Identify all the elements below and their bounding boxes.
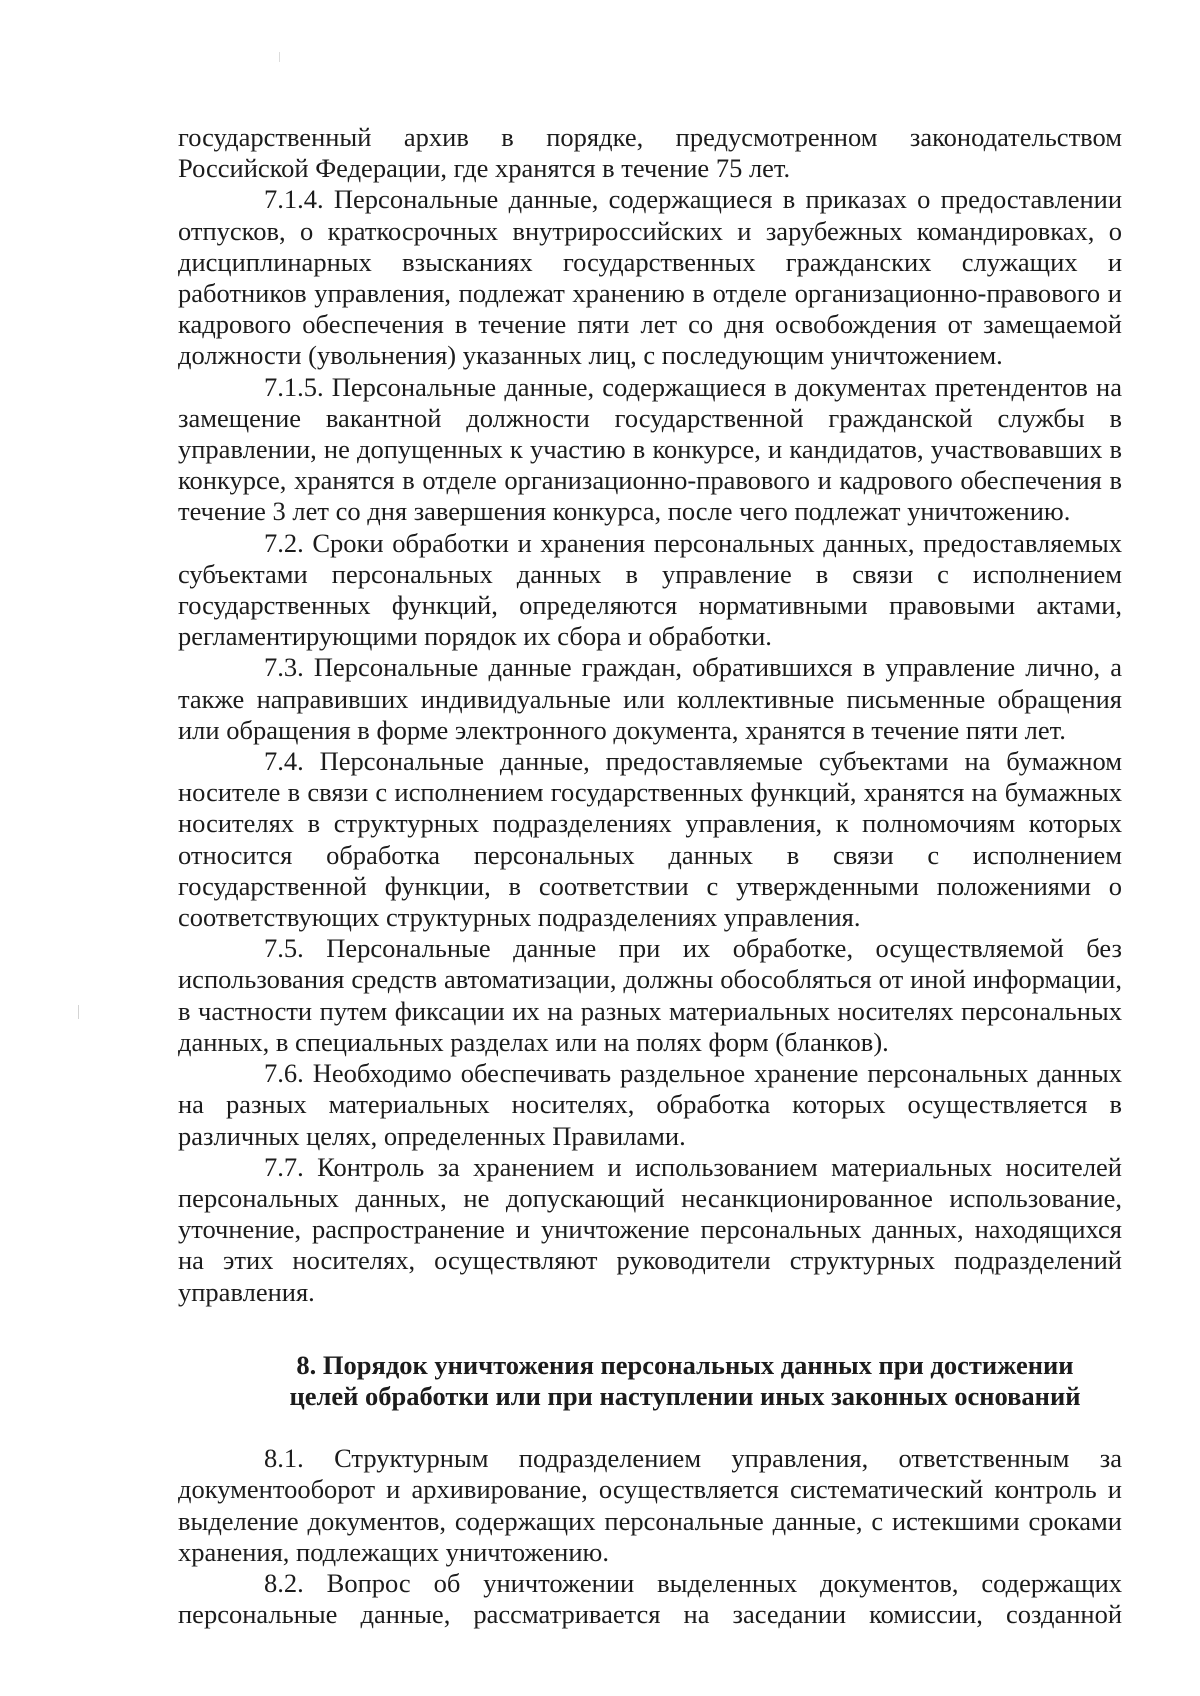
paragraph-7-1-5: 7.1.5. Персональные данные, содержащиеся в документах претендентов на замещение вакантной должности государственной гражданской службы в управлении, не допущенных к участию в конкурсе, и кандидатов, участвовавших в конкурсе, хранятся в отделе организационно-правового и кадрового обеспечения в течение 3 лет со дня завершения конкурса, после чего подлежат уничтожению. <box>178 371 1122 527</box>
paragraph-8-1: 8.1. Структурным подразделением управления, ответственным за документооборот и архивирование, осуществляется систематический контроль и выделение документов, содержащих персональные данные, с истекшими сроками хранения, подлежащих уничтожению. <box>178 1443 1122 1567</box>
section-8-heading <box>178 1350 1122 1412</box>
scan-mark <box>78 1005 79 1019</box>
paragraph-7-7: 7.7. Контроль за хранением и использованием материальных носителей персональных данных, не допускающий несанкционированное использование, уточнение, распространение и уничтожение персональных данных, находящихся на этих носителях, осуществляют руководители структурных подразделений управления. <box>178 1151 1122 1307</box>
section-heading-line: 8. Порядок уничтожения персональных данных при достижении <box>296 1349 1074 1380</box>
paragraph-8-2: 8.2. Вопрос об уничтожении выделенных документов, содержащих персональные данные, рассматривается на заседании комиссии, созданной <box>178 1567 1122 1630</box>
paragraph-7-2: 7.2. Сроки обработки и хранения персональных данных, предоставляемых субъектами персональных данных в управление в связи с исполнением государственных функций, определяются нормативными правовыми актами, регламентирующими порядок их сбора и обработки. <box>178 527 1122 652</box>
paragraph-7-1-4: 7.1.4. Персональные данные, содержащиеся в приказах о предоставлении отпусков, о краткосрочных внутрироссийских и зарубежных командировках, о дисциплинарных взысканиях государственных гражданских служащих и работников управления, подлежат хранению в отделе организационно-правового и кадрового обеспечения в течение пяти лет со дня освобождения от замещаемой должности (увольнения) указанных лиц, с последующим уничтожением. <box>178 184 1122 371</box>
document-body <box>178 122 1122 1630</box>
paragraph-continuation: государственный архив в порядке, предусмотренном законодательством Российской Федерации, где хранятся в течение 75 лет. <box>178 122 1122 184</box>
paragraph-7-5: 7.5. Персональные данные при их обработке, осуществляемой без использования средств автоматизации, должны обособляться от иной информации, в частности путем фиксации их на разных материальных носителях персональных данных, в специальных разделах или на полях форм (бланков). <box>178 933 1122 1057</box>
paragraph-7-4: 7.4. Персональные данные, предоставляемые субъектами на бумажном носителе в связи с исполнением государственных функций, хранятся на бумажных носителях в структурных подразделениях управления, к полномочиям которых относится обработка персональных данных в связи с исполнением государственной функции, в соответствии с утвержденными положениями о соответствующих структурных подразделениях управления. <box>178 746 1122 933</box>
scan-mark <box>279 52 280 62</box>
section-heading-line: целей обработки или при наступлении иных законных оснований <box>289 1380 1081 1411</box>
paragraph-7-3: 7.3. Персональные данные граждан, обратившихся в управление лично, а также направивших индивидуальные или коллективные письменные обращения или обращения в форме электронного документа, хранятся в течение пяти лет. <box>178 652 1122 745</box>
paragraph-7-6: 7.6. Необходимо обеспечивать раздельное хранение персональных данных на разных материальных носителях, обработка которых осуществляется в различных целях, определенных Правилами. <box>178 1058 1122 1151</box>
